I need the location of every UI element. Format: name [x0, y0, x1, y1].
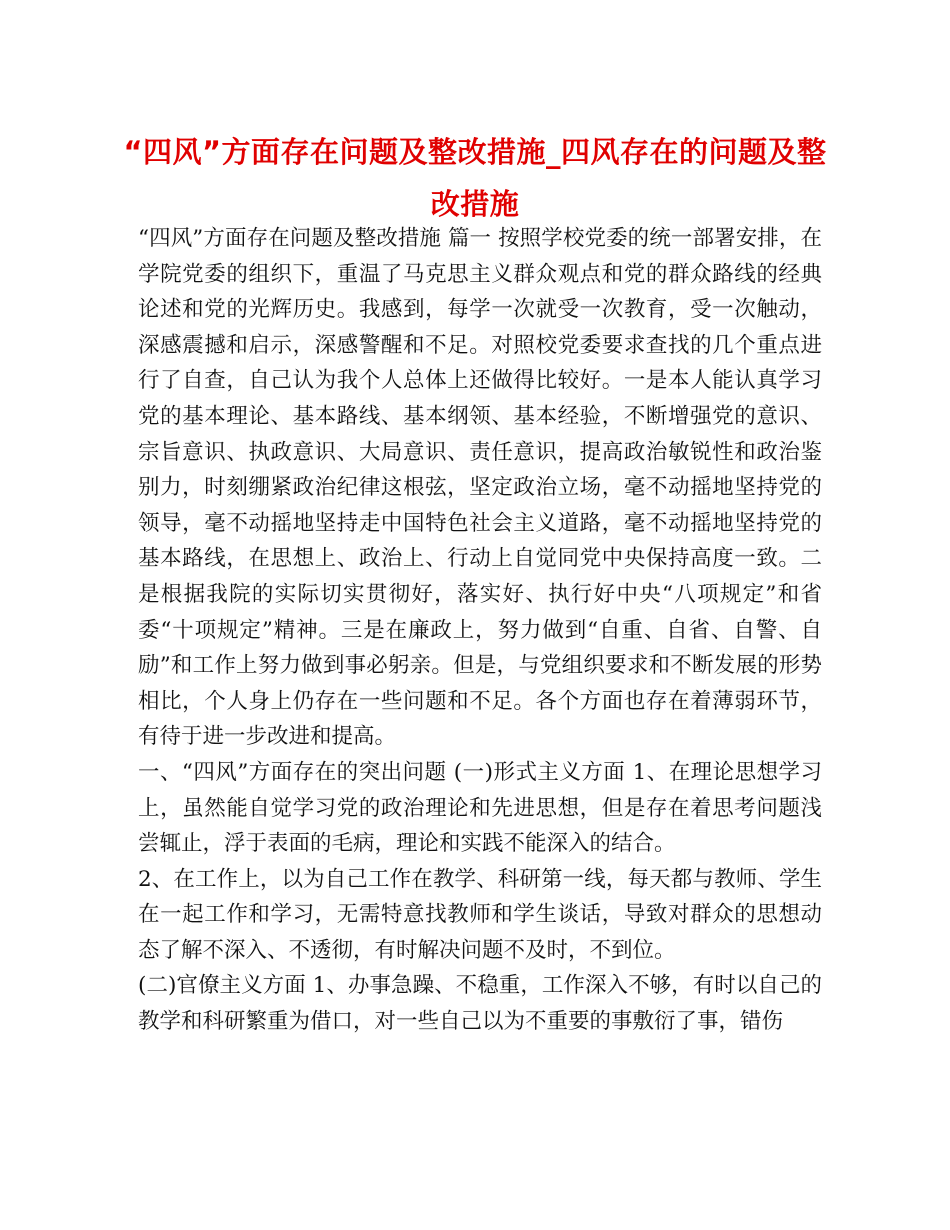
body-paragraph: (二)官僚主义方面 1、办事急躁、不稳重，工作深入不够，有时以自己的教学和科研繁重为借口，对一些自己以为不重要的事敷衍了事，错伤: [138, 973, 822, 1035]
body-paragraph: 一、“四风”方面存在的突出问题 (一)形式主义方面 1、在理论思想学习上，虽然能自觉学习党的政治理论和先进思想，但是存在着思考问题浅尝辄止，浮于表面的毛病，理论和实践不能深入的结合。: [138, 759, 822, 857]
body-paragraph: “四风”方面存在问题及整改措施 篇一 按照学校党委的统一部署安排，在学院党委的组织下，重温了马克思主义群众观点和党的群众路线的经典论述和党的光辉历史。我感到，每学一次就受一次教育，受一次触动，深感震撼和启示，深感警醒和不足。对照校党委要求查找的几个重点进行了自查，自己认为我个人总体上还做得比较好。一是本人能认真学习党的基本理论、基本路线、基本纲领、基本经验，不断增强党的意识、宗旨意识、执政意识、大局意识、责任意识，提高政治敏锐性和政治鉴别力，时刻绷紧政治纪律这根弦，坚定政治立场，毫不动摇地坚持党的领导，毫不动摇地坚持走中国特色社会主义道路，毫不动摇地坚持党的基本路线，在思想上、政治上、行动上自觉同党中央保持高度一致。二是根据我院的实际切实贯彻好，落实好、执行好中央“八项规定”和省委“十项规定”精神。三是在廉政上，努力做到“自重、自省、自警、自励”和工作上努力做到事必躬亲。但是，与党组织要求和不断发展的形势相比，个人身上仍存在一些问题和不足。各个方面也存在着薄弱环节，有待于进一步改进和提高。: [138, 226, 822, 750]
document-body: [138, 221, 822, 1040]
body-paragraph: 2、在工作上，以为自己工作在教学、科研第一线，每天都与教师、学生在一起工作和学习，无需特意找教师和学生谈话，导致对群众的思想动态了解不深入、不透彻，有时解决问题不及时，不到位。: [138, 866, 822, 963]
document-title: “四风”方面存在问题及整改措施_四风存在的问题及整改措施: [123, 135, 827, 221]
